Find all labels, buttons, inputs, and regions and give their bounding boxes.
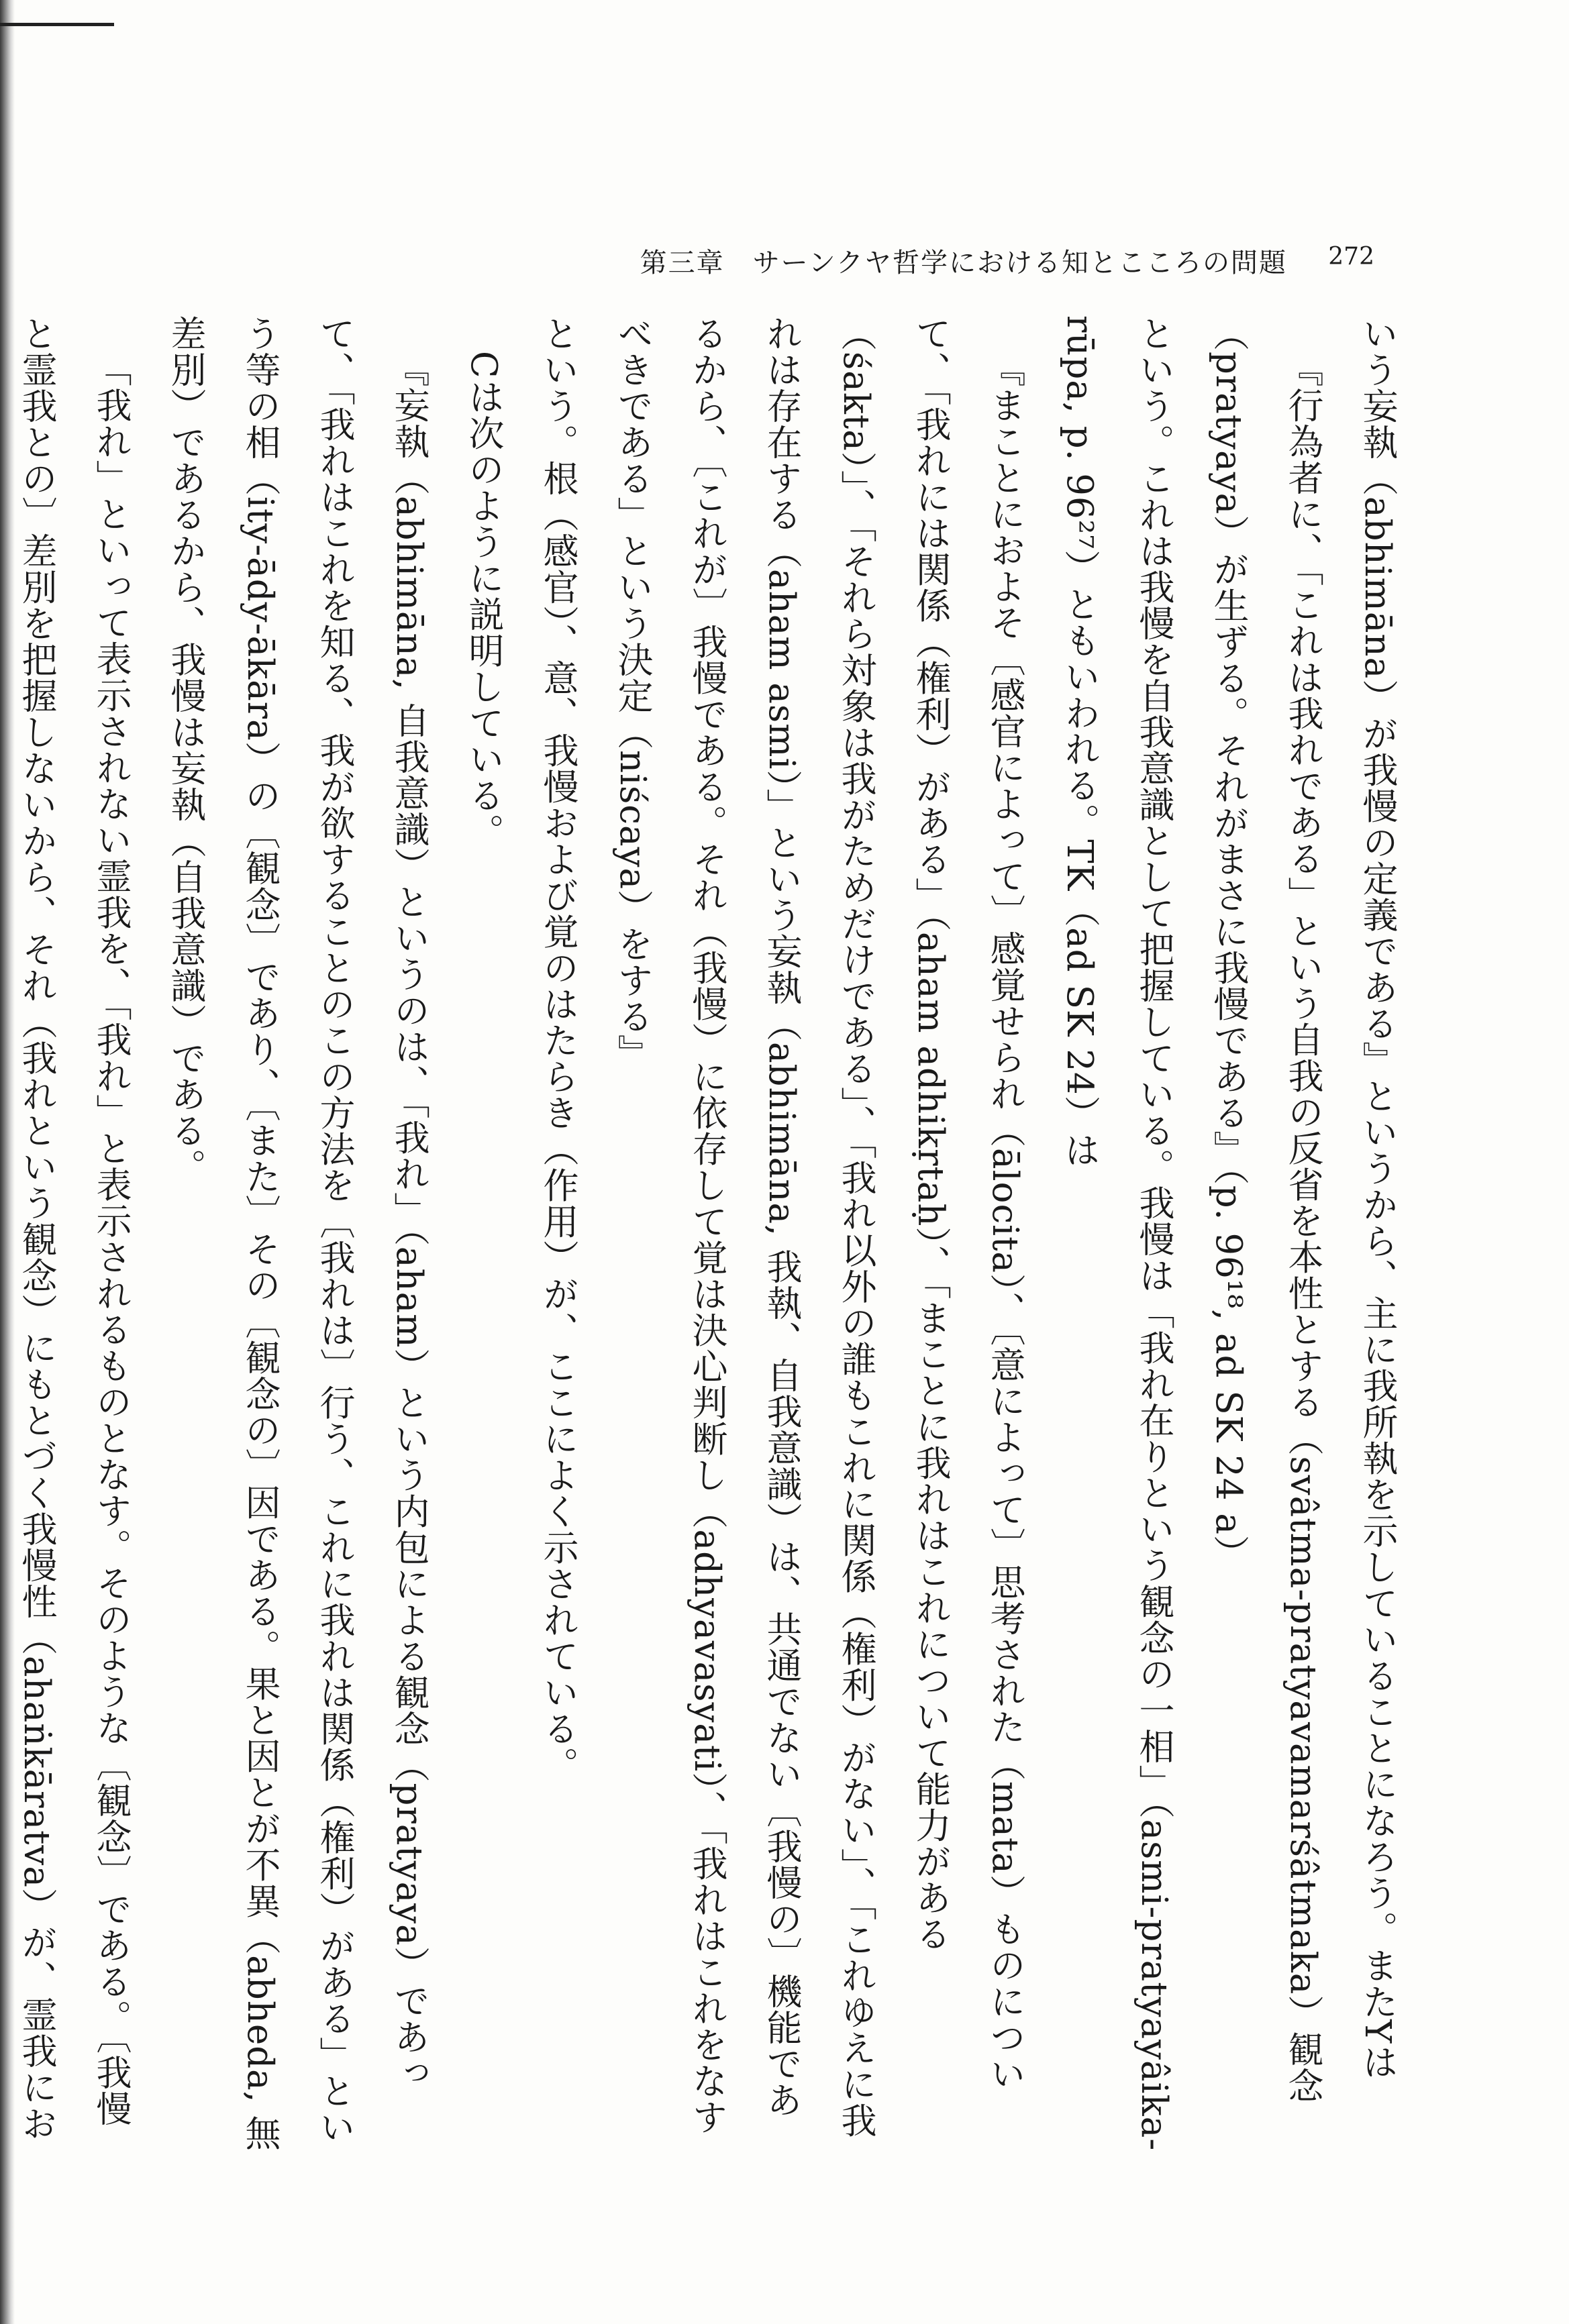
body-text xyxy=(16,315,1415,2154)
paragraph-quote-tk: 『まことにおよそ〔感官によって〕感覚せられ（ālocita）、〔意によって〕思考された（mata）ものについて、「我れには関係（権利）がある」（aham adhikṛtaḥ）、「まことに我れはこれについて能力がある（śakta）」、「それら対象は我がためだけである」、「我れ以外の誰もこれに関係（権利）がない」、「これゆえに我れは存在する（aham asmi）」という妄執（abhimāna, 我執、自我意識）は、共通でない〔我慢の〕機能であるから、〔これが〕我慢である。それ（我慢）に依存して覚は決心判断し（adhyavasyati）、「我れはこれをなすべきである」という決定（niścaya）をする』 xyxy=(612,315,1025,2139)
top-rule xyxy=(0,23,114,26)
paragraph-quote-c: 『妄執（abhimāna, 自我意識）というのは、「我れ」（aham）という内包による観念（pratyaya）であって、「我れはこれを知る、我が欲することのこの方法を〔我れは〕行う、これに我れは関係（権利）がある」という等の相（ity-ādy-ākāra）の〔観念〕であり、〔また〕その〔観念の〕因である。果と因とが不異（abheda, 無差別）であるから、我慢は妄執（自我意識）である。 xyxy=(165,315,429,2152)
paragraph-quote-c-continued: 「我れ」といって表示されない霊我を、「我れ」と表示されるものとなす。そのような〔観念〕である。〔我慢と霊我との〕差別を把握しないから、それ（我れという観念）にもとづく我慢性（ahaṅkāratva）が、霊我にお xyxy=(16,315,132,2142)
paragraph: Cは次のように説明している。 xyxy=(463,351,504,850)
running-head: 第三章 サーンクヤ哲学における知とこころの問題 xyxy=(640,248,1287,278)
paragraph-quote-y: 『行為者に、「これは我れである」という自我の反省を本性とする（svâtma-pratyavamarśâtmaka）観念（pratyaya）が生ずる。それがまさに我慢である』（p. 96¹⁸, ad SK 24 a） xyxy=(1208,315,1323,2104)
page-number: 272 xyxy=(1328,243,1374,270)
paragraph: という。根（感官）、意、我慢および覚のはたらき（作用）が、ここによく示されている。 xyxy=(538,315,578,1783)
paragraph: という。これは我慢を自我意識として把握している。我慢は「我れ在りという観念の一相」（asmi-pratyayâika-rūpa, p. 96²⁷）ともいわれる。TK（ad SK 24）は xyxy=(1059,315,1174,2152)
paragraph: いう妄執（abhimāna）が我慢の定義である』というから、主に我所執を示していることになろう。またYは xyxy=(1357,315,1398,2080)
